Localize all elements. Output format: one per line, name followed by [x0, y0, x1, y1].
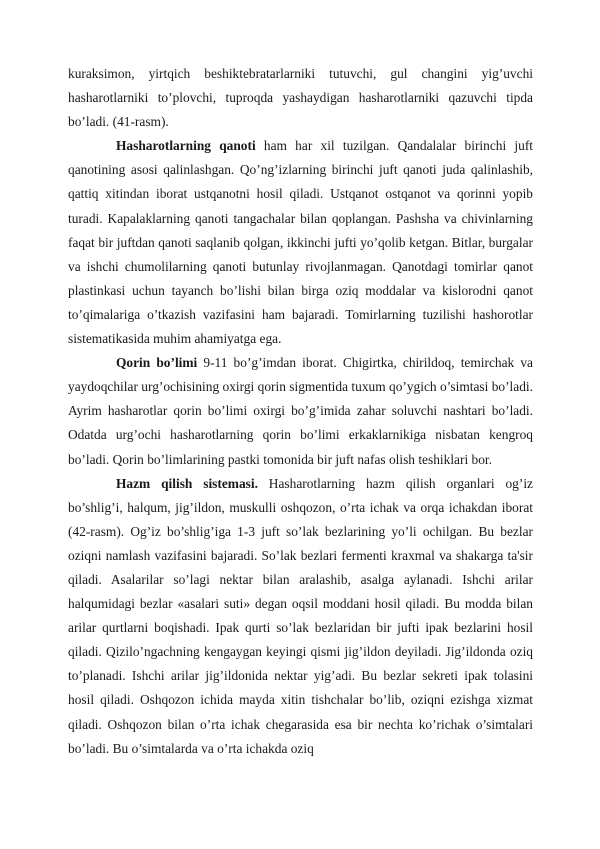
heading-abdomen: Qorin bo’limi — [116, 355, 198, 371]
paragraph-digestion — [68, 472, 533, 761]
paragraph-1 — [68, 62, 533, 134]
paragraph-1-text: kuraksimon, yirtqich beshiktebratarlarniki tutuvchi, gul changini yig’uvchi hasharotlarniki to’plovchi, tuproqda yashaydigan hasharotlarniki qazuvchi tipda bo’ladi. (41-rasm). — [68, 66, 533, 130]
heading-digestion: Hazm qilish sistemasi. — [116, 475, 258, 491]
paragraph-wings — [68, 134, 533, 351]
body-text — [68, 62, 533, 761]
heading-wings: Hasharotlarning qanoti — [116, 138, 256, 154]
paragraph-digestion-text: Hasharotlarning hazm qilish organlari og’iz bo’shlig’i, halqum, jig’ildon, muskulli oshqozon, o’rta ichak va orqa ichakdan iborat (42-rasm). Og’iz bo’shlig’iga 1-3 juft so’lak bezlarining yo’li ochilgan. Bu bezlar oziqni namlash vazifasini bajaradi. So’lak bezlari fermenti kraxmal va shakarga ta'sir qiladi. Asalarilar so’lagi nektar bilan aralashib, asalga aylanadi. Ishchi arilar halqumidagi bezlar «asalari suti» degan oqsil moddani hosil qiladi. Bu modda bilan arilar qurtlarni boqishadi. Ipak qurti so’lak bezlaridan bir jufti ipak bezlarini hosil qiladi. Qizilo’ngachning kengaygan keyingi qismi jig’ildon deyiladi. Jig’ildonda oziq to’planadi. Ishchi arilar jig’ildonida nektar yig’adi. Bu bezlar sekreti ipak tolasini hosil qiladi. Oshqozon ichida mayda xitin tishchalar bo’lib, oziqni ezishga xizmat qiladi. Oshqozon bilan o’rta ichak chegarasida esa bir nechta ko’richak o’simtalari bo’ladi. Bu o’simtalarda va o’rta ichakda oziq — [68, 475, 533, 756]
paragraph-wings-text: ham har xil tuzilgan. Qandalalar birinchi juft qanotining asosi qalinlashgan. Qo’ng’izlarning birinchi juft qanoti juda qalinlashib, qattiq xitindan iborat ustqanotni hosil qiladi. Ustqanot ostqanot va qorinni yopib turadi. Kapalaklarning qanoti tangachalar bilan qoplangan. Pashsha va chivinlarning faqat bir juftdan qanoti saqlanib qolgan, ikkinchi jufti yo’qolib ketgan. Bitlar, burgalar va ishchi chumolilarning qanoti butunlay rivojlanmagan. Qanotdagi tomirlar qanot plastinkasi uchun tayanch bo’lishi bilan birga oziq moddalar va kislorodni qanot to’qimalariga o’tkazish vazifasini ham bajaradi. Tomirlarning tuzilishi hashorotlar sistematikasida muhim ahamiyatga ega. — [68, 138, 533, 347]
paragraph-abdomen-text: 9-11 bo’g’imdan iborat. Chigirtka, chirildoq, temirchak va yaydoqchilar urg’ochisining oxirgi qorin sigmentida tuxum qo’ygich o’simtasi bo’ladi. Ayrim hasharotlar qorin bo’limi oxirgi bo’g’imida zahar soluvchi nashtari bo’ladi. Odatda urg’ochi hasharotlarning qorin bo’limi erkaklarnikiga nisbatan kengroq bo’ladi. Qorin bo’limlarining pastki tomonida bir juft nafas olish teshiklari bor. — [68, 355, 533, 467]
paragraph-abdomen — [68, 351, 533, 471]
